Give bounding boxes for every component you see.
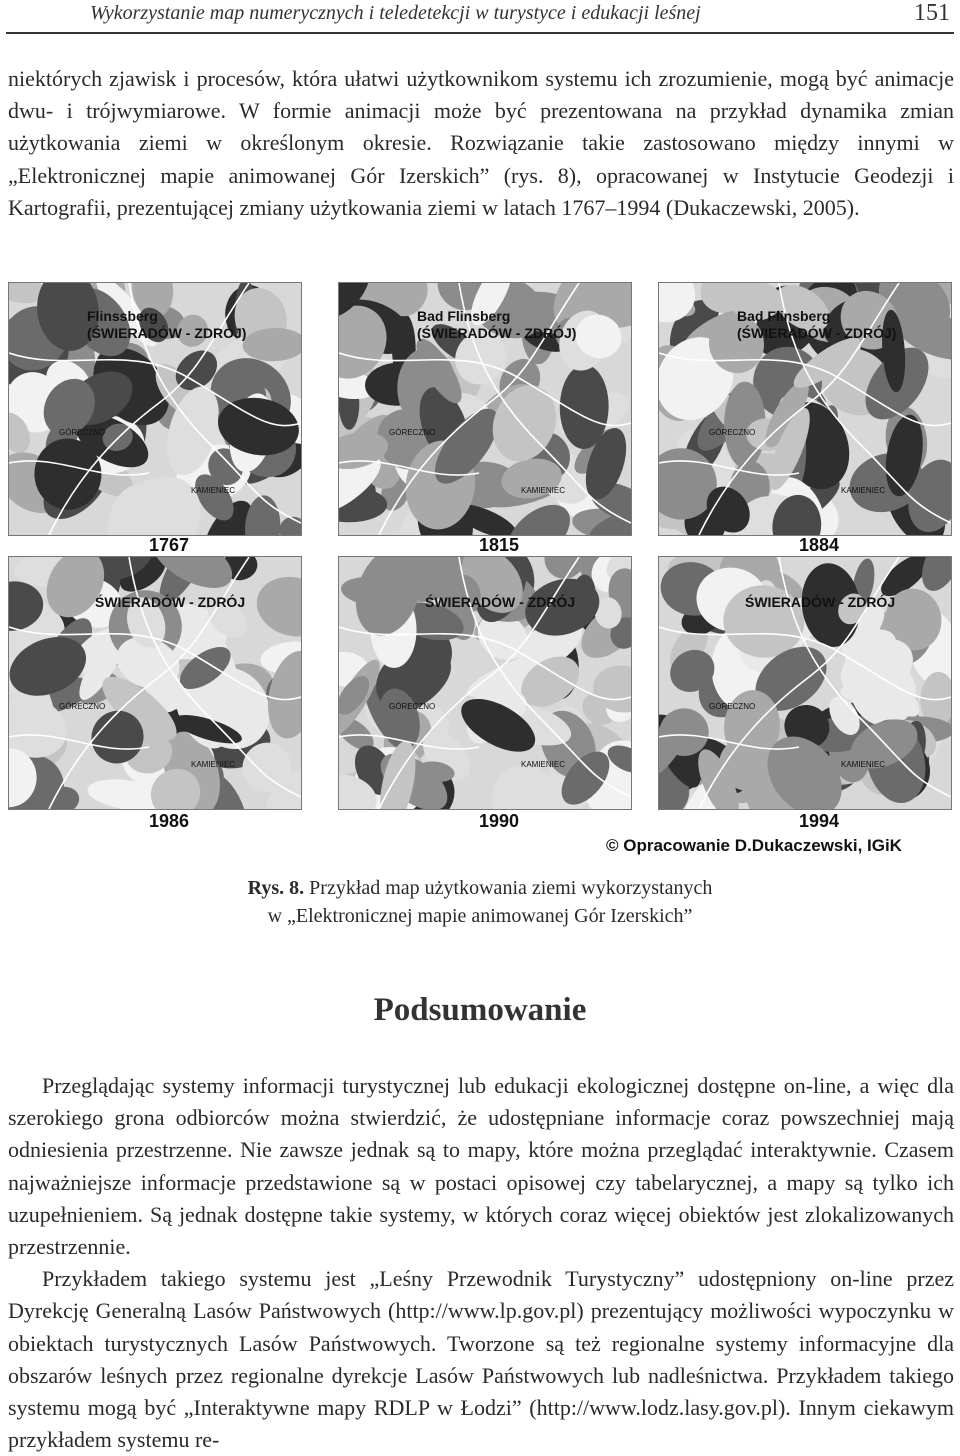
- land-use-map-image: [9, 557, 301, 809]
- map-village-label: GÓRECZNO: [59, 428, 106, 437]
- map-year-label: 1884: [798, 535, 840, 555]
- map-town-label: ŚWIERADÓW - ZDRÓJ: [745, 594, 896, 610]
- map-village-label: KAMIENIEC: [521, 486, 566, 495]
- summary-paragraph: Przeglądając systemy informacji turystycznej lub edukacji ekologicznej dostępne on-line, a więc dla szerokiego grona odbiorców można stwierdzić, że udostępniane informacje coraz powszechniej mają odniesienia przestrzenne. Nie zawsze jednak są to mapy, które można przeglądać interaktywnie. Czasem najważniejsze informacje przedstawione są w postaci opisowej czy tabelarycznej, a mapy są tylko ich uzupełnieniem. Są jednak dostępne takie systemy, w których coraz więcej obiektów jest zlokalizowanych przestrzennie.: [8, 1073, 954, 1260]
- map-year-label: 1990: [478, 811, 520, 831]
- map-year-label: 1994: [798, 811, 840, 831]
- map-town-label: Flinssberg: [87, 308, 158, 324]
- figure-caption: [0, 874, 960, 930]
- land-use-map-image: [9, 283, 301, 535]
- figure-land-use-maps: [0, 278, 960, 868]
- map-village-label: GÓRECZNO: [389, 702, 436, 711]
- map-village-label: GÓRECZNO: [59, 702, 106, 711]
- summary-paragraph: Przykładem takiego systemu jest „Leśny Przewodnik Turystyczny” udostępniony on-line przez Dyrekcję Generalną Lasów Państwowych (http://www.lp.gov.pl) prezentujący możliwości wypoczynku w obiektach turystycznych Lasów Państwowych. Tworzone są też regionalne systemy informacyjne dla obszarów leśnych przez regionalne dyrekcje Lasów Państwowych lub nadleśnictwa. Przykładem takiego systemu mogą być „Interaktywne mapy RDLP w Łodzi” (http://www.lodz.lasy.gov.pl). Innym ciekawym przykładem systemu re-: [8, 1266, 954, 1453]
- map-village-label: KAMIENIEC: [841, 486, 886, 495]
- map-town-sub-label: (ŚWIERADÓW - ZDRÓJ): [737, 325, 897, 341]
- map-panel: [338, 282, 632, 536]
- map-town-label: ŚWIERADÓW - ZDRÓJ: [95, 594, 246, 610]
- map-panel: [338, 556, 632, 810]
- map-year-label: 1767: [148, 535, 190, 555]
- map-town-label: Bad Flinsberg: [737, 308, 831, 324]
- map-panel: [8, 556, 302, 810]
- map-town-sub-label: (ŚWIERADÓW - ZDRÓJ): [87, 325, 247, 341]
- running-title: Wykorzystanie map numerycznych i teledetekcji w turystyce i edukacji leśnej: [90, 2, 701, 24]
- land-use-map-image: [339, 283, 631, 535]
- map-year-label: 1986: [148, 811, 190, 831]
- intro-paragraph: niektórych zjawisk i procesów, która ułatwi użytkownikom systemu ich zrozumienie, mogą być animacje dwu- i trójwymiarowe. W formie animacji może być prezentowana na przykład dynamika zmian użytkowania ziemi w określonym okresie. Rozwiązanie takie zastosowano między innymi w „Elektronicznej mapie animowanej Gór Izerskich” (rys. 8), opracowanej w Instytucie Geodezji i Kartografii, prezentującej zmiany użytkowania ziemi w latach 1767–1994 (Dukaczewski, 2005).: [8, 66, 954, 220]
- map-village-label: KAMIENIEC: [191, 486, 236, 495]
- map-town-sub-label: (ŚWIERADÓW - ZDRÓJ): [417, 325, 577, 341]
- summary-text: [8, 1070, 954, 1456]
- map-village-label: KAMIENIEC: [191, 760, 236, 769]
- land-use-map-image: [659, 557, 951, 809]
- map-village-label: GÓRECZNO: [389, 428, 436, 437]
- section-title: Podsumowanie: [373, 992, 587, 1028]
- page-header: [6, 0, 954, 34]
- map-year-label: 1815: [478, 535, 520, 555]
- land-use-map-image: [659, 283, 951, 535]
- map-town-label: ŚWIERADÓW - ZDRÓJ: [425, 594, 576, 610]
- page-number: 151: [914, 0, 950, 26]
- map-panel: [8, 282, 302, 536]
- figure-credit: © Opracowanie D.Dukaczewski, IGiK: [606, 836, 902, 855]
- map-panel: [658, 556, 952, 810]
- land-use-map-image: [339, 557, 631, 809]
- caption-line-1: [0, 874, 960, 902]
- caption-label: Rys. 8.: [247, 877, 305, 899]
- land-patch: [243, 494, 282, 535]
- map-village-label: KAMIENIEC: [841, 760, 886, 769]
- land-patch: [250, 569, 301, 645]
- caption-text-2: w „Elektronicznej mapie animowanej Gór Izerskich”: [267, 905, 693, 927]
- map-town-label: Bad Flinsberg: [417, 308, 511, 324]
- map-village-label: GÓRECZNO: [709, 702, 756, 711]
- caption-text-1: Przykład map użytkowania ziemi wykorzystanych: [309, 877, 713, 899]
- map-panel: [658, 282, 952, 536]
- map-village-label: KAMIENIEC: [521, 760, 566, 769]
- map-village-label: GÓRECZNO: [709, 428, 756, 437]
